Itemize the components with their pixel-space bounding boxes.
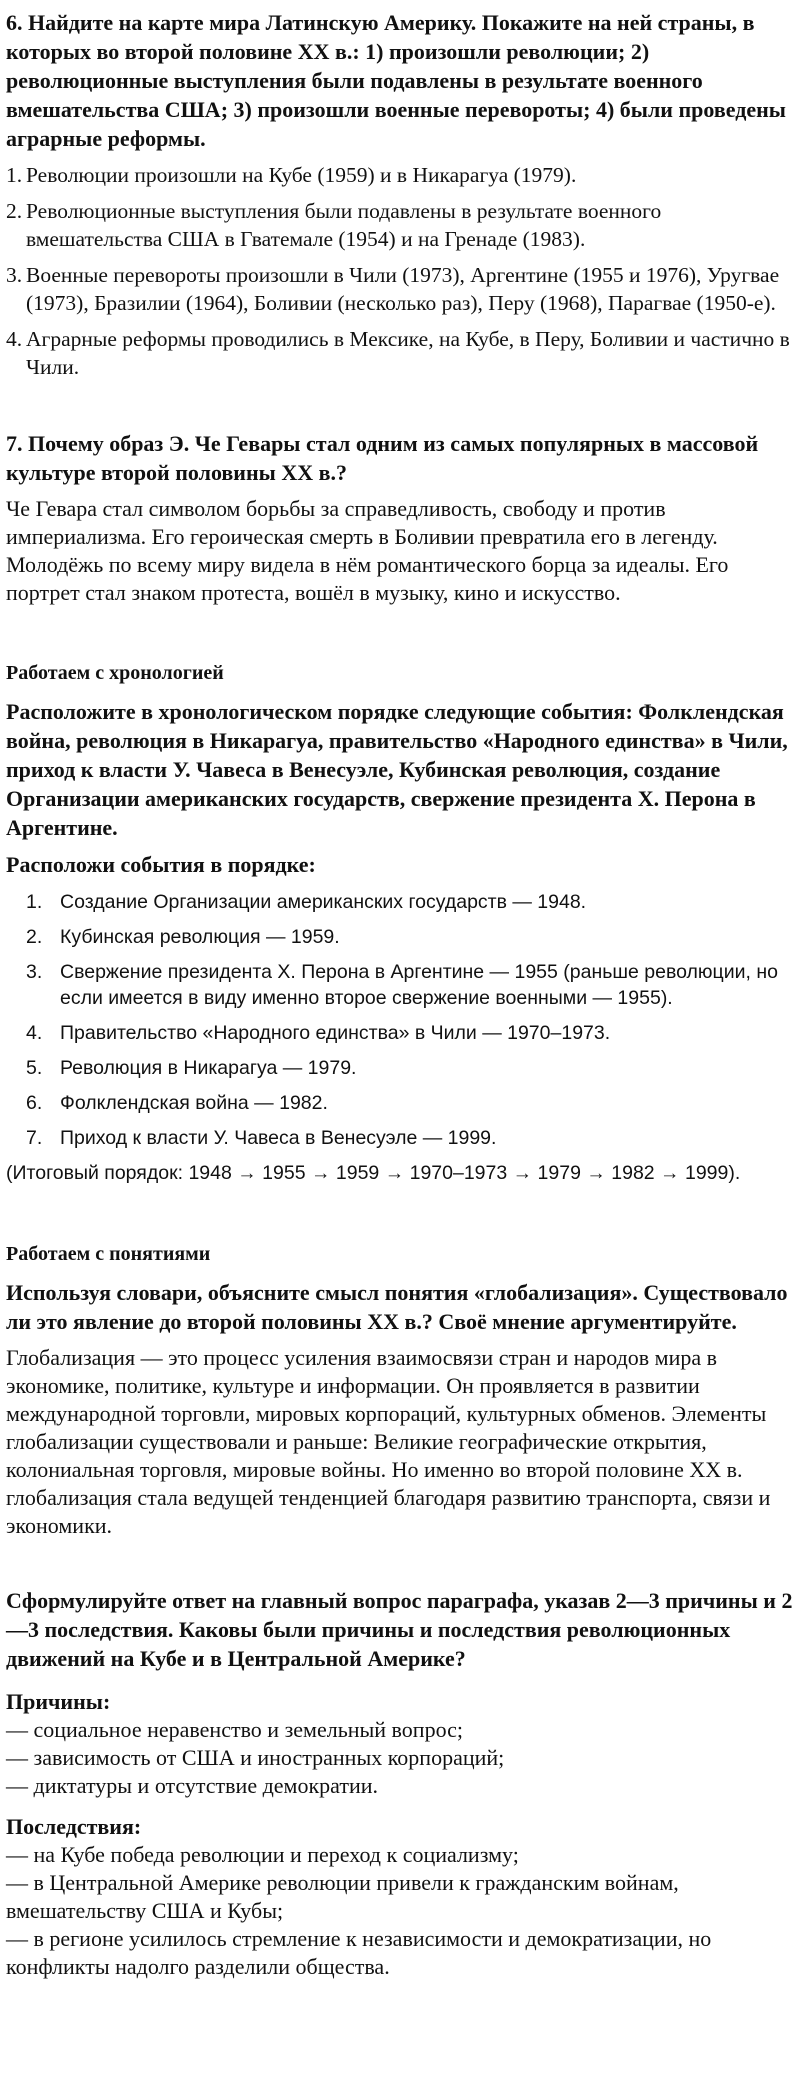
list-item-text: Военные перевороты произошли в Чили (1973), Аргентине (1955 и 1976), Уругвае (1973), Бразилии (1964), Боливии (несколько раз), Перу (1968), Парагвае (1950-е).: [26, 263, 780, 315]
list-item: [6, 325, 794, 381]
list-item-text: Революции произошли на Кубе (1959) и в Никарагуа (1979).: [26, 163, 577, 187]
chronology-summary: (Итоговый порядок: 1948 → 1955 → 1959 → 1970–1973 → 1979 → 1982 → 1999).: [6, 1162, 741, 1184]
chronology-section: [6, 659, 794, 1186]
list-item-text: Фолклендская война — 1982.: [60, 1092, 328, 1114]
list-item: [6, 924, 794, 950]
chronology-heading: Работаем с хронологией: [6, 662, 224, 684]
list-item-text: Аграрные реформы проводились в Мексике, на Кубе, в Перу, Боливии и частично в Чили.: [26, 327, 790, 379]
consequence-item: — в Центральной Америке революции привели к гражданским войнам, вмешательству США и Кубы;: [6, 1870, 679, 1923]
cause-item: — социальное неравенство и земельный вопрос;: [6, 1717, 463, 1742]
question-6: [6, 8, 794, 381]
list-item-number: 3.: [26, 961, 43, 983]
list-item-number: 4.: [6, 327, 23, 351]
question-7: [6, 429, 794, 607]
concepts-section: [6, 1240, 794, 1540]
list-item: [6, 261, 794, 317]
concepts-task: Используя словари, объясните смысл понятия «глобализация». Существовало ли это явление до второй половины XX в.? Своё мнение аргументируйте.: [6, 1280, 788, 1334]
causes-heading: Причины:: [6, 1689, 111, 1714]
cause-item: — диктатуры и отсутствие демократии.: [6, 1773, 379, 1798]
list-item-number: 2.: [6, 199, 23, 223]
list-item-text: Свержение президента Х. Перона в Аргентине — 1955 (раньше революции, но если имеется в виду именно второе свержение военными — 1955).: [60, 961, 778, 1009]
cause-item: — зависимость от США и иностранных корпораций;: [6, 1745, 505, 1770]
list-item: [6, 161, 794, 189]
question-6-title: 6. Найдите на карте мира Латинскую Америку. Покажите на ней страны, в которых во второй половине XX в.: 1) произошли революции; 2) революционные выступления были подавлены в результате военного вмешательства США; 3) произошли военные перевороты; 4) были проведены аграрные реформы.: [6, 10, 786, 151]
list-item: [6, 889, 794, 915]
list-item-text: Революционные выступления были подавлены в результате военного вмешательства США в Гватемале (1954) и на Гренаде (1983).: [26, 199, 662, 251]
list-item-text: Правительство «Народного единства» в Чили — 1970–1973.: [60, 1022, 611, 1044]
list-item-number: 1.: [6, 163, 23, 187]
question-7-answer: Че Гевара стал символом борьбы за справедливость, свободу и против империализма. Его героическая смерть в Боливии превратила его в легенду. Молодёжь по всему миру видела в нём романтического борца за идеалы. Его портрет стал знаком протеста, вошёл в музыку, кино и искусство.: [6, 496, 729, 605]
list-item-text: Революция в Никарагуа — 1979.: [60, 1057, 357, 1079]
list-item-number: 5.: [26, 1057, 43, 1079]
main-question-task: Сформулируйте ответ на главный вопрос параграфа, указав 2—3 причины и 2—3 последствия. Каковы были причины и последствия революционных движений на Кубе и в Центральной Америке?: [6, 1588, 793, 1671]
main-question-section: [6, 1586, 794, 1981]
list-item-number: 7.: [26, 1127, 43, 1149]
list-item: [6, 1090, 794, 1116]
question-7-title: 7. Почему образ Э. Че Гевары стал одним из самых популярных в массовой культуре второй половины XX в.?: [6, 431, 759, 485]
list-item: [6, 1020, 794, 1046]
list-item: [6, 1125, 794, 1151]
chronology-subtitle: Расположи события в порядке:: [6, 852, 316, 877]
concepts-heading: Работаем с понятиями: [6, 1243, 211, 1265]
list-item-number: 2.: [26, 926, 43, 948]
list-item-text: Кубинская революция — 1959.: [60, 926, 340, 948]
list-item-number: 4.: [26, 1022, 43, 1044]
list-item-text: Приход к власти У. Чавеса в Венесуэле — 1999.: [60, 1127, 497, 1149]
list-item: [6, 197, 794, 253]
list-item-number: 3.: [6, 263, 23, 287]
chronology-task: Расположите в хронологическом порядке следующие события: Фолклендская война, революция в Никарагуа, правительство «Народного единства» в Чили, приход к власти У. Чавеса в Венесуэле, Кубинская революция, создание Организации американских государств, свержение президента Х. Перона в Аргентине.: [6, 699, 788, 840]
chronology-order-list: [6, 889, 794, 1151]
consequences-heading: Последствия:: [6, 1814, 142, 1839]
list-item: [6, 959, 794, 1011]
consequence-item: — в регионе усилилось стремление к независимости и демократизации, но конфликты надолго разделили общества.: [6, 1926, 712, 1979]
list-item-text: Создание Организации американских государств — 1948.: [60, 891, 587, 913]
question-6-answer-list: [6, 161, 794, 381]
concepts-answer: Глобализация — это процесс усиления взаимосвязи стран и народов мира в экономике, политике, культуре и информации. Он проявляется в развитии международной торговли, мировых корпораций, культурных обменов. Элементы глобализации существовали и раньше: Великие географические открытия, колониальная торговля, мировые войны. Но именно во второй половине XX в. глобализация стала ведущей тенденцией благодаря развитию транспорта, связи и экономики.: [6, 1345, 771, 1538]
list-item-number: 1.: [26, 891, 43, 913]
list-item: [6, 1055, 794, 1081]
consequence-item: — на Кубе победа революции и переход к социализму;: [6, 1842, 519, 1867]
list-item-number: 6.: [26, 1092, 43, 1114]
